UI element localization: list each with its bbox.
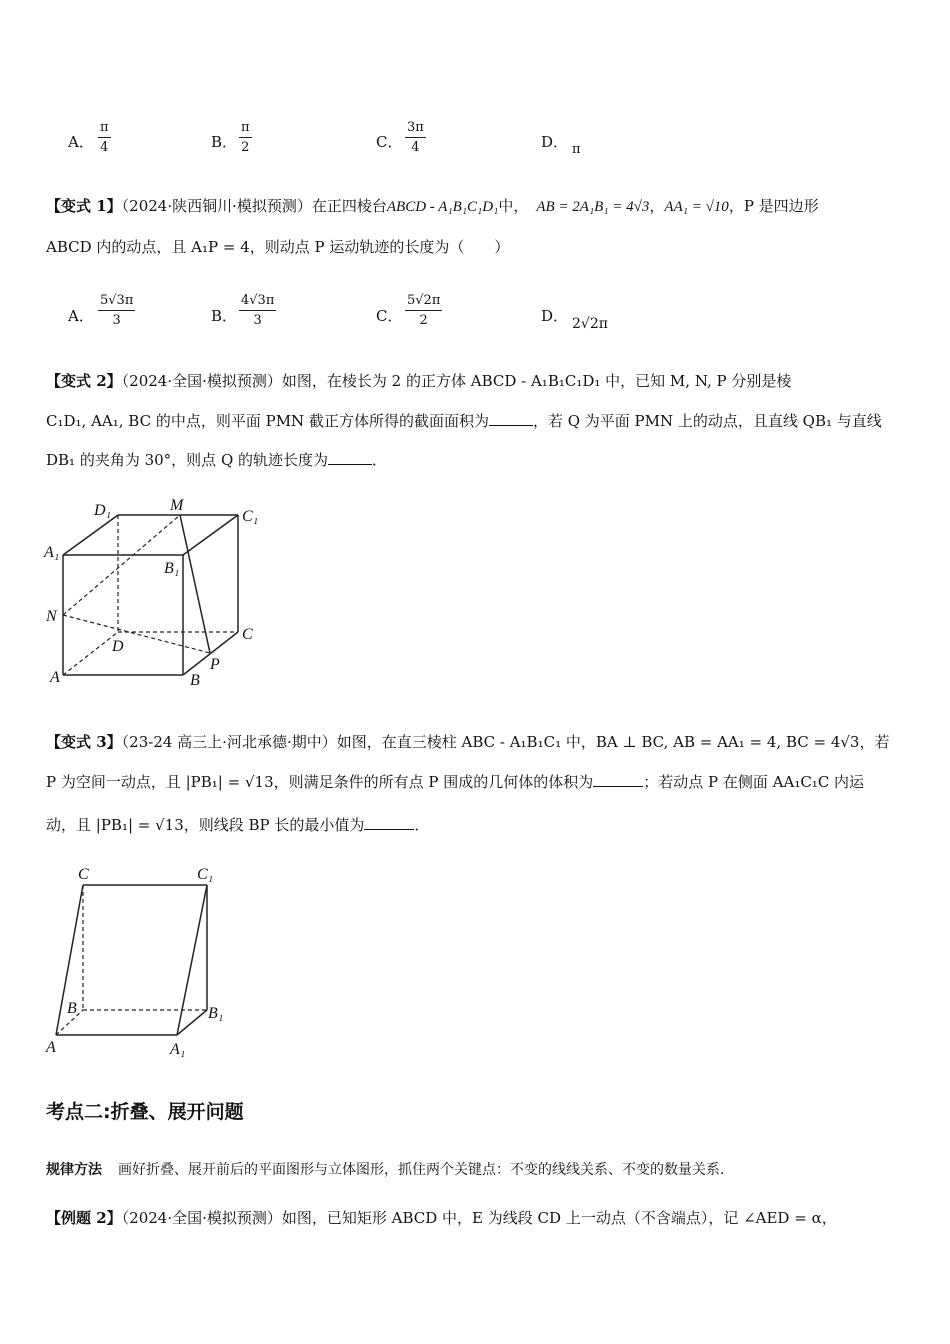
variant-1-option-a-fraction: $\frac{5√3\pi}{3}$ — [100, 293, 134, 328]
variant-1-option-b: B． — [211, 307, 238, 325]
variant-1-comma: ， — [649, 197, 665, 215]
option-d: D． — [541, 133, 569, 151]
cube-label-p: P — [210, 656, 220, 673]
variant-3-label: 【变式 3】 — [46, 733, 122, 751]
prism-label-a1: A₁ — [170, 1041, 186, 1058]
rule-text: 画好折叠、展开前后的平面图形与立体图形，抓住两个关键点：不变的线线关系、不变的数量关系． — [118, 1162, 734, 1178]
variant-3-line3 — [46, 814, 429, 835]
answer-blank[interactable] — [364, 829, 414, 830]
cube-label-m: M — [170, 497, 184, 514]
rule-line — [46, 1159, 734, 1179]
cube-label-c1: C₁ — [242, 508, 259, 525]
cube-label-c: C — [242, 626, 253, 643]
variant-1-eq2: AA₁ = √10 — [664, 199, 729, 215]
example-2-text: （2024·全国·模拟预测）如图，已知矩形 ABCD 中，E 为线段 CD 上一动点（不含端点），记 ∠AED = α， — [121, 1209, 837, 1227]
option-a: A． — [68, 133, 94, 151]
variant-1-eq1: AB = 2A₁B₁ = 4√3 — [536, 199, 650, 215]
cube-label-a1: A₁ — [44, 544, 60, 561]
cube-label-b1: B₁ — [164, 560, 180, 577]
variant-2-label: 【变式 2】 — [46, 372, 122, 390]
variant-1-option-d-value: 2√2π — [572, 316, 608, 332]
prism-figure — [40, 860, 250, 1065]
option-c-fraction: $\frac{3\pi}{4}$ — [407, 120, 424, 155]
cube-label-n: N — [46, 608, 57, 625]
variant-3-line3-text: 动，且 |PB₁| = √13，则线段 BP 长的最小值为 — [46, 816, 365, 834]
prism-label-b1: B₁ — [208, 1005, 224, 1022]
option-b-fraction: $\frac{\pi}{2}$ — [241, 120, 250, 155]
rule-label: 规律方法 — [46, 1162, 102, 1178]
variant-1-option-b-fraction: $\frac{4√3\pi}{3}$ — [241, 293, 275, 328]
answer-blank[interactable] — [593, 786, 643, 787]
variant-1-line2: ABCD 内的动点，且 A₁P = 4，则动点 P 运动轨迹的长度为（ ） — [46, 238, 510, 256]
cube-figure — [40, 495, 280, 695]
section-title: 考点二:折叠、展开问题 — [46, 1101, 244, 1123]
variant-1-solid: ABCD - A₁B₁C₁D₁ — [386, 199, 499, 215]
variant-3-line3-end: ． — [414, 816, 430, 834]
option-c: C． — [376, 133, 403, 151]
option-b: B． — [211, 133, 238, 151]
prism-label-c1: C₁ — [197, 866, 214, 883]
variant-2-line3 — [46, 449, 387, 470]
variant-1-option-a: A． — [68, 307, 94, 325]
variant-1-option-c-fraction: $\frac{5√2\pi}{2}$ — [407, 293, 441, 328]
variant-1-source: （2024·陕西铜川·模拟预测）在正四棱台 — [121, 197, 387, 215]
variant-3-line1-text: （23-24 高三上·河北承德·期中）如图，在直三棱柱 ABC - A₁B₁C₁ 中，BA ⊥ BC, AB = AA₁ = 4, BC = 4√3，若 — [121, 733, 890, 751]
cube-label-a: A — [50, 669, 60, 686]
variant-3-line1 — [46, 731, 889, 752]
variant-2-line2-tail: ，若 Q 为平面 PMN 上的动点，且直线 QB₁ 与直线 — [532, 412, 882, 430]
example-2-label: 【例题 2】 — [46, 1209, 122, 1227]
prism-label-a: A — [46, 1039, 56, 1056]
variant-1-mid: 中， — [498, 197, 529, 215]
option-d-value: π — [572, 142, 581, 157]
cube-label-b: B — [190, 672, 200, 689]
option-a-fraction: $\frac{\pi}{4}$ — [100, 120, 109, 155]
variant-3-line2-tail: ；若动点 P 在侧面 AA₁C₁C 内运 — [643, 773, 865, 791]
variant-2-line3-text: DB₁ 的夹角为 30°，则点 Q 的轨迹长度为 — [46, 451, 329, 469]
variant-1-tail: ，P 是四边形 — [728, 197, 819, 215]
variant-2-line3-end: ． — [372, 451, 388, 469]
variant-1-label: 【变式 1】 — [46, 197, 122, 215]
variant-2-line2-text: C₁D₁, AA₁, BC 的中点，则平面 PMN 截正方体所得的截面面积为 — [46, 412, 489, 430]
cube-label-d1: D₁ — [94, 502, 112, 519]
prism-label-c: C — [78, 866, 89, 883]
variant-2-line1-text: （2024·全国·模拟预测）如图，在棱长为 2 的正方体 ABCD - A₁B₁C₁D₁ 中，已知 M, N, P 分别是棱 — [121, 372, 792, 390]
variant-1-option-c: C． — [376, 307, 403, 325]
prism-label-b: B — [67, 1000, 77, 1017]
variant-2-line2 — [46, 410, 882, 431]
answer-blank[interactable] — [328, 464, 372, 465]
variant-1-line1 — [46, 195, 819, 216]
variant-1-option-d: D． — [541, 307, 569, 325]
variant-3-line2 — [46, 771, 864, 792]
variant-2-line1 — [46, 370, 791, 391]
cube-label-d: D — [112, 638, 124, 655]
example-2-line1 — [46, 1207, 837, 1228]
answer-blank[interactable] — [489, 425, 533, 426]
variant-3-line2-text: P 为空间一动点，且 |PB₁| = √13，则满足条件的所有点 P 围成的几何体的体积为 — [46, 773, 594, 791]
